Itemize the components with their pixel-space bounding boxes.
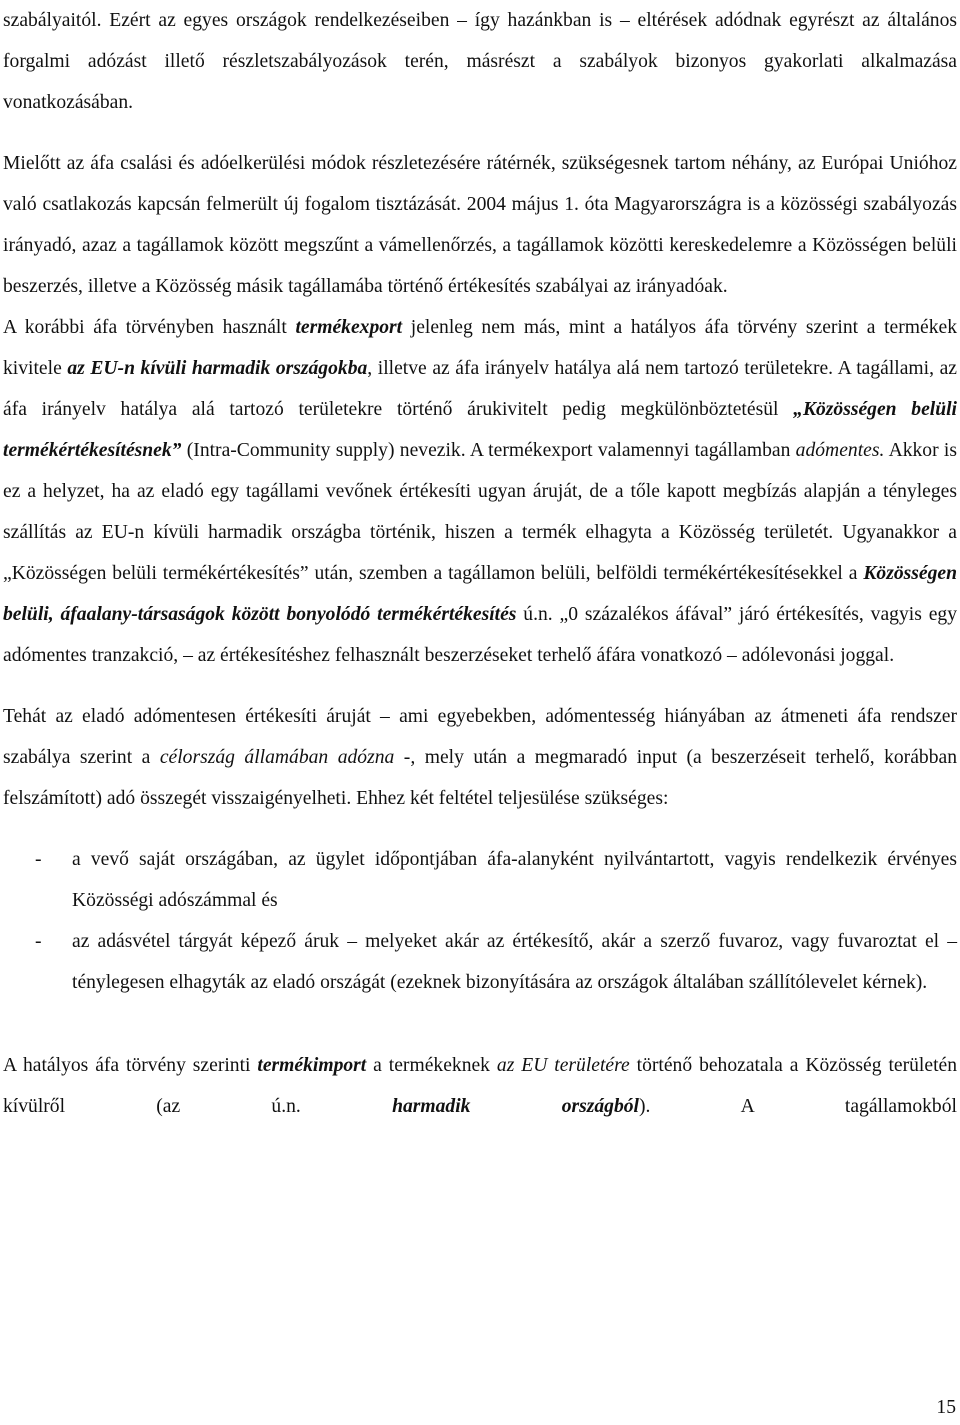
text-run: , illetve az áfa irányelv hatálya alá nem tartozó területekre. A tagállami, az áfa irányelv hatálya alá tartozó területekre történő árukivitelt pedig megkülönböztetésül — [3, 358, 957, 420]
term-termekexport: termékexport — [295, 317, 403, 338]
text-run: mely után a megmaradó input (a beszerzéseit terhelő, korábban felszámított) adó összegét visszaigényelheti. Ehhez két feltétel teljesülése szükséges: — [3, 747, 957, 809]
text-run: A korábbi áfa törvényben használt — [3, 317, 296, 338]
text-run: jelenleg nem más, mint a hatályos áfa törvény szerint a termékek kivitele — [3, 317, 958, 379]
term-third-countries: az EU-n kívüli harmadik országokba — [67, 358, 368, 379]
dash-bullet: - — [35, 931, 42, 952]
term-adomentes: adómentes. — [795, 440, 885, 461]
list-item-text: az adásvétel tárgyát képező áruk – melyeket akár az értékesítő, akár a szerző fuvaroz, vagy fuvaroztat el – ténylegesen elhagyták az eladó országát (ezeknek bizonyítására az országok általában szállítólevelet kérnek). — [72, 931, 957, 993]
paragraph-gap — [3, 676, 957, 696]
text-run: ú.n. „0 százalékos áfával” járó értékesítés, vagyis egy adómentes tranzakció, – az értékesítéshez felhasznált beszerzéseket terhelő áfára vonatkozó – adólevonási joggal. — [3, 604, 957, 666]
list-item-text: a vevő saját országában, az ügylet időpontjában áfa-alanyként nyilvántartott, vagyis rendelkezik érvényes Közösségi adószámmal és — [72, 849, 957, 911]
paragraph-eu-accession: Mielőtt az áfa csalási és adóelkerülési módok részletezésére rátérnék, szükségesnek tartom néhány, az Európai Unióhoz való csatlakozás kapcsán felmerült új fogalom tisztázását. 2004 május 1. óta Magyarországra is a közösségi szabályozás irányadó, azaz a tagállamok között megszűnt a vámellenőrzés, a tagállamok közötti kereskedelemre a Közösségen belüli beszerzés, illetve a Közösség másik tagállamába történő értékesítés szabályai az irányadóak. — [3, 153, 957, 297]
paragraph-gap — [3, 1003, 957, 1045]
paragraph-gap — [3, 123, 957, 143]
text-run: a termékeknek — [366, 1055, 497, 1076]
text-run: Akkor is ez a helyzet, ha az eladó egy tagállami vevőnek értékesíti ugyan áruját, de a tőle kapott megbízás alapján a tényleges szállítás az EU-n kívüli harmadik országba történik, hiszen a termék elhagyta a Közösség területét. Ugyanakkor a „Közösségen belüli termékértékesítés” után, szemben a tagállamon belüli, belföldi termékértékesítésekkel a — [3, 440, 957, 584]
conditions-list — [3, 839, 957, 1003]
term-destination-country: célország államában adózna -, — [159, 747, 416, 768]
page-number: 15 — [936, 1397, 956, 1418]
list-item — [3, 921, 957, 1003]
text-run: Tehát az eladó adómentesen értékesíti áruját – ami egyebekben, adómentesség hiányában az átmeneti áfa rendszer szabálya szerint a — [3, 706, 957, 768]
term-third-country: harmadik országból — [392, 1096, 639, 1117]
text-run: történő behozatala a Közösség területén kívülről (az ú.n. — [3, 1055, 958, 1117]
term-intra-community-sales: Közösségen belüli, áfaalany-társaságok között bonyolódó termékértékesítés — [3, 563, 957, 625]
term-termekimport: termékimport — [257, 1055, 367, 1076]
term-intra-community-supply: „Közösségen belüli termékértékesítésnek” — [3, 399, 957, 461]
document-page — [3, 0, 957, 1127]
text-run: A hatályos áfa törvény szerinti — [3, 1055, 258, 1076]
paragraph-termekimport — [3, 1045, 957, 1127]
paragraph-termekexport — [3, 307, 957, 676]
text-run: (Intra-Community supply) nevezik. A termékexport valamennyi tagállamban — [181, 440, 796, 461]
list-item — [3, 839, 957, 921]
paragraph-tehat — [3, 696, 957, 819]
text-run: ). A tagállamokból — [639, 1096, 957, 1117]
dash-bullet: - — [35, 849, 42, 870]
paragraph-gap — [3, 819, 957, 839]
term-eu-territory: az EU területére — [496, 1055, 630, 1076]
paragraph-intro: szabályaitól. Ezért az egyes országok rendelkezéseiben – így hazánkban is – eltérések adódnak egyrészt az általános forgalmi adózást illető részletszabályozások terén, másrészt a szabályok bizonyos gyakorlati alkalmazása vonatkozásában. — [3, 10, 957, 113]
